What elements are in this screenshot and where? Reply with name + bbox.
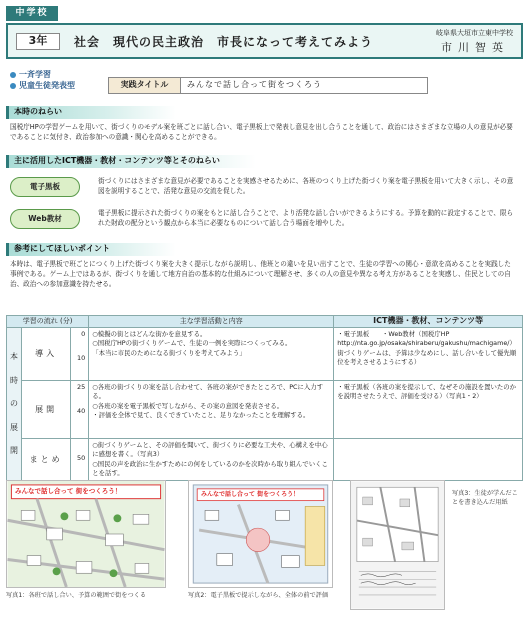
ict-item (10, 174, 515, 200)
page-title: 社会 現代の民主政治 市長になって考えてみよう (74, 35, 374, 49)
photo-banner: みんなで話し合って 街をつくろう！ (201, 491, 300, 498)
ict-content: ・電子黒板 ・Web教材（国税庁HP http://nta.go.jp/osaka/shiraberu/gakushu/machigame/） 街づくりゲームは、予算は少なめにし、話し合いをして優先順位を考えさせるようにする） (334, 328, 523, 381)
table-row (7, 381, 523, 439)
photo-caption: 写真3：生徒が学んだことを書き込んだ用紙 (452, 490, 518, 506)
stage-label: まとめ (22, 439, 71, 481)
ict-item-text: 街づくりにはさまざまな意見が必要であることを実感させるために、各班のつくり上げた街づくり案を電子黒板を用いて大きく示し、その意図を説明することで、活発な意見の交流を促した。 (98, 177, 514, 195)
ict-item-text: 電子黒板に提示された街づくりの案をもとに話し合うことで、より活発な話し合いができるようにする。予算を動的に設定することで、限られた財政の配分という観点から本当に必要なものについて話し合う場面を増やした。 (98, 209, 514, 227)
minutes: 50 (71, 439, 89, 481)
grade-label: 3年 (16, 33, 60, 50)
minutes: 25 40 (71, 381, 89, 439)
ict-item (10, 206, 515, 232)
minutes: 0 10 (71, 328, 89, 381)
city-game-screenshot-image (7, 481, 165, 587)
ict-item-name: 電子黒板 (10, 177, 80, 197)
stage-label: 展開 (22, 381, 71, 439)
teacher-name: 市川智英 (441, 41, 509, 54)
lesson-type-item: 児童生徒発表型 (10, 81, 75, 92)
photo-banner: みんなで話し合って 街をつくろう！ (15, 487, 122, 495)
stage-label: 導入 (22, 328, 71, 381)
photo-2 (188, 480, 333, 588)
school-name: 岐阜県大垣市立東中学校 (436, 29, 513, 37)
ict-heading: 主に活用したICT機器・教材・コンテンツ等とそのねらい (6, 155, 256, 168)
photo-section (6, 480, 523, 616)
lesson-flow-table (6, 315, 523, 481)
reference-text: 本時は、電子黒板で班ごとにつくり上げた街づくり案を大きく提示しながら説明し、他班との違いを見い出すことで、生徒の学習への関心・意欲を高めることを実践した事例である。ゲーム上ではあるが、街づくりを通して地方自治の基本的な仕組みについて理解させ、多くの人の意見や異なる考え方があることを実感し、住民としての自治、政治への参加意識を持たせる。 (10, 260, 511, 288)
table-row (7, 328, 523, 381)
photo-caption: 写真2：電子黒板で提示しながら、全体の前で評価 (188, 592, 329, 599)
practice-title-value: みんなで話し合って街をつくろう (187, 80, 322, 90)
title-bar (6, 23, 523, 59)
side-label: 本 時 の 展 開 (7, 328, 22, 481)
aim-text: 国税庁HPの学習ゲームを用いて、街づくりのモデル案を班ごとに話し合い、電子黒板上で発表し意見を出し合うことを通して、政治にはさまざまな立場の人の意見が必要であることに気付き、政治参加への意識・関心を高めることができる。 (10, 123, 513, 141)
ict-item-name: Web教材 (10, 209, 80, 229)
ict-content (334, 439, 523, 481)
practice-title-box (108, 77, 428, 94)
aim-heading: 本時のねらい (6, 106, 176, 119)
table-header: ICT機器・教材、コンテンツ等 (334, 316, 523, 328)
activity-content: ○街づくりゲームと、その評価を聞いて、街づくりに必要な工夫や、心構えを中心に感想を書く。（写真3） ○国民の声を政治に生かすためにの何をしているのかを次時から取り組んでいくことを話す。 (89, 439, 334, 481)
table-header: 学習の流れ (分) (7, 316, 89, 328)
ict-content: ・電子黒板（各班の案を提示して、なぜその施設を置いたのかを説明させたうえで、評価を受ける）（写真1・2） (334, 381, 523, 439)
student-worksheet-image (351, 481, 444, 609)
lesson-type-item: 一斉学習 (10, 70, 75, 81)
school-level-tag: 中学校 (6, 6, 58, 21)
practice-title-label: 実践タイトル (109, 78, 181, 93)
reference-heading: 参考にしてほしいポイント (6, 243, 176, 256)
table-row (7, 439, 523, 481)
activity-content: ○模擬の街とはどんな街かを意見する。 ○国税庁HPの街づくりゲームで、生徒の一例を実際につくってみる。 「本当に市民のためになる街づくりを考えてみよう」 (89, 328, 334, 381)
table-header: 主な学習活動と内容 (89, 316, 334, 328)
photo-caption: 写真1：各班で話し合い、予算の範囲で街をつくる (6, 592, 147, 599)
table-header-row (7, 316, 523, 328)
bullet-icon (10, 72, 16, 78)
photo-1 (6, 480, 166, 588)
photo-3 (350, 480, 445, 610)
activity-content: ○各班の街づくりの案を話し合わせて、各班の案ができたところで、PCに入力する。 ○各班の案を電子黒板で写しながら、その案の意図を発表させる。 ・評価を全体で見て、良くできていたこと、足りなかったことを理解する。 (89, 381, 334, 439)
bullet-icon (10, 83, 16, 89)
lesson-types (10, 70, 75, 92)
